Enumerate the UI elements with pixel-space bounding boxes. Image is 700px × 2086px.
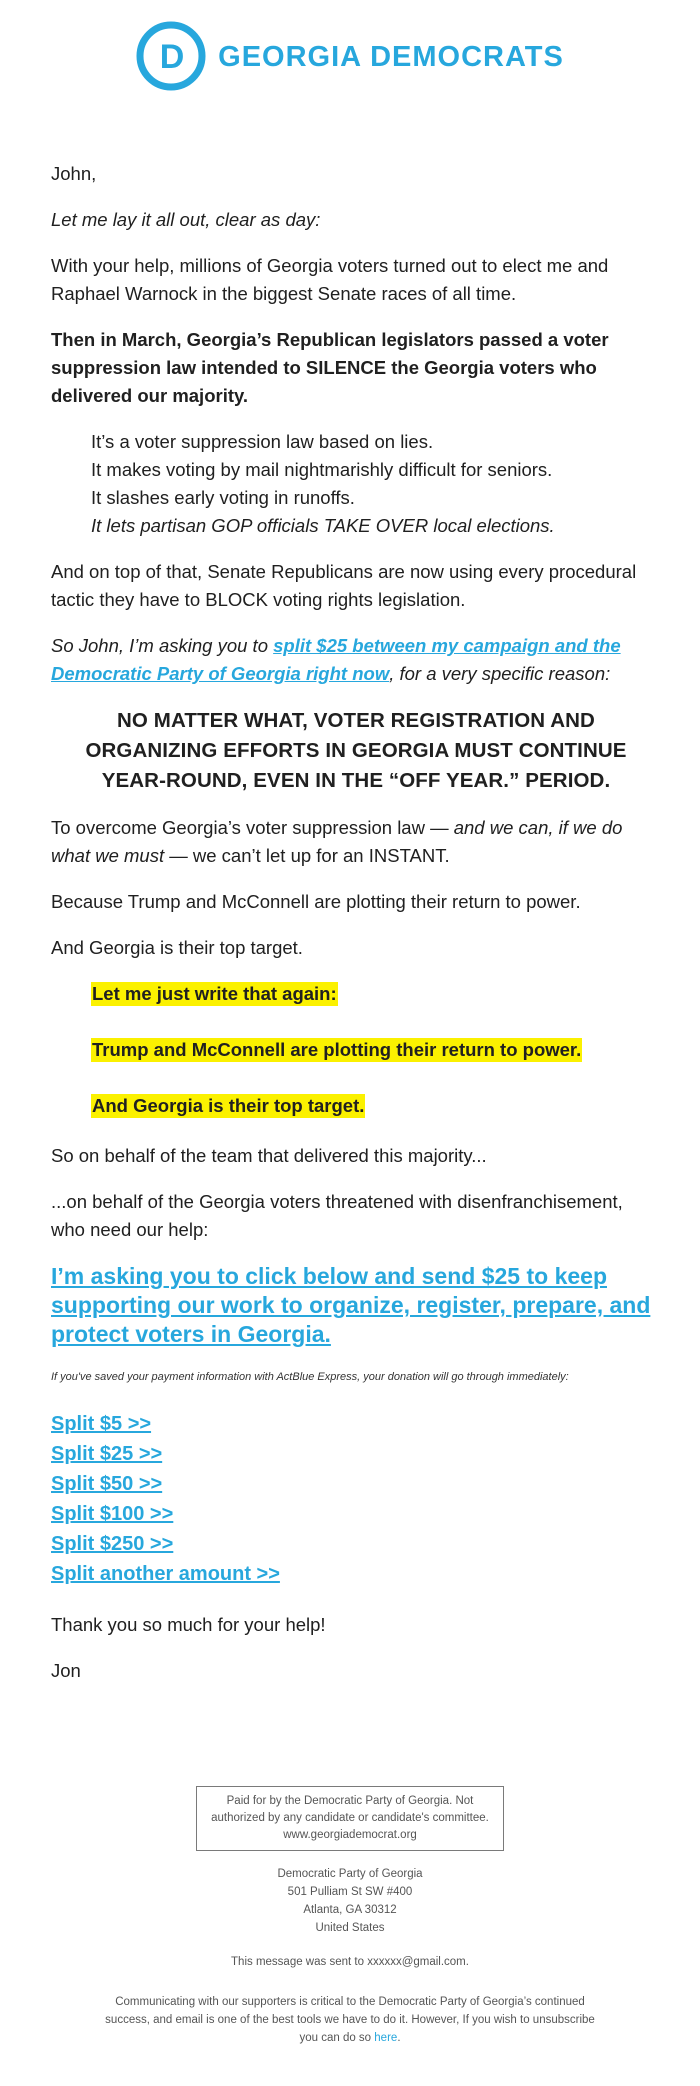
greeting: John,: [51, 163, 97, 184]
unsubscribe-notice: [100, 1993, 600, 2047]
highlight-line: And Georgia is their top target.: [92, 1095, 365, 1116]
thanks-line: Thank you so much for your help!: [51, 1614, 326, 1635]
mailing-address: [0, 1865, 700, 1937]
address-line: 501 Pulliam St SW #400: [287, 1886, 413, 1898]
paragraph-top-target: And Georgia is their top target.: [51, 937, 303, 958]
highlight-line: Trump and McConnell are plotting their return to power.: [92, 1039, 582, 1060]
recipient-email: xxxxxx@gmail.com: [367, 1956, 466, 1968]
intro-line: Let me lay it all out, clear as day:: [51, 209, 321, 230]
law-point: It lets partisan GOP officials TAKE OVER local elections.: [91, 515, 555, 536]
split-50-link[interactable]: Split $50 >>: [51, 1473, 163, 1495]
paid-for-disclaimer: Paid for by the Democratic Party of Georgia. Not authorized by any candidate or candidate's committee. www.georgiademocrat.org: [196, 1786, 504, 1851]
paragraph-overcome: [51, 814, 661, 870]
email-body: [51, 160, 661, 1703]
email-header: [0, 0, 700, 110]
unsubscribe-suffix: .: [397, 2032, 401, 2044]
address-line: United States: [315, 1922, 385, 1934]
law-point: It slashes early voting in runoffs.: [91, 487, 355, 508]
address-line: Atlanta, GA 30312: [303, 1904, 397, 1916]
overcome-prefix: To overcome Georgia’s voter suppression law —: [51, 817, 454, 838]
logo-mark-letter: D: [159, 38, 185, 76]
logo-text: GEORGIA DEMOCRATS: [218, 40, 564, 73]
sent-prefix: This message was sent to: [231, 1956, 368, 1968]
unsubscribe-link[interactable]: here: [374, 2032, 398, 2044]
georgia-democrats-logo: [136, 21, 564, 91]
democrats-d-logo-icon: [136, 21, 206, 91]
ask-suffix: , for a very specific reason:: [389, 663, 611, 684]
split-25-amount-link[interactable]: Split $25 >>: [51, 1443, 163, 1465]
actblue-express-note: If you've saved your payment information with ActBlue Express, your donation will go through immediately:: [51, 1371, 569, 1383]
signature: Jon: [51, 1660, 81, 1681]
split-other-amount-link[interactable]: Split another amount >>: [51, 1563, 280, 1585]
law-point: It’s a voter suppression law based on lies.: [91, 431, 434, 452]
split-250-link[interactable]: Split $250 >>: [51, 1533, 174, 1555]
law-points-list: [91, 428, 661, 540]
sent-suffix: .: [465, 1956, 469, 1968]
paragraph-trump-mcconnell: Because Trump and McConnell are plotting their return to power.: [51, 891, 581, 912]
email-footer: [0, 1786, 700, 2047]
donate-cta-link[interactable]: I’m asking you to click below and send $25 to keep supporting our work to organize, register, prepare, and protect voters in Georgia.: [51, 1263, 651, 1347]
paragraph-suppression-law: Then in March, Georgia’s Republican legislators passed a voter suppression law intended to SILENCE the Georgia voters who delivered our majority.: [51, 329, 609, 406]
highlight-line: Let me just write that again:: [92, 983, 337, 1004]
paragraph-behalf-voters: ...on behalf of the Georgia voters threatened with disenfranchisement, who need our help:: [51, 1191, 623, 1240]
ask-paragraph: [51, 632, 661, 688]
split-25-link[interactable]: split $25 between my campaign and the Democratic Party of Georgia right now: [51, 635, 621, 684]
split-100-link[interactable]: Split $100 >>: [51, 1503, 174, 1525]
headline-year-round: NO MATTER WHAT, VOTER REGISTRATION AND ORGANIZING EFFORTS IN GEORGIA MUST CONTINUE YEAR-ROUND, EVEN IN THE “OFF YEAR.” PERIOD.: [85, 709, 627, 792]
paragraph-help: With your help, millions of Georgia voters turned out to elect me and Raphael Warnock in the biggest Senate races of all time.: [51, 255, 609, 304]
split-5-link[interactable]: Split $5 >>: [51, 1413, 152, 1435]
overcome-suffix: — we can’t let up for an INSTANT.: [164, 845, 450, 866]
overcome-italic: and we can, if we do what we must: [51, 817, 623, 866]
address-line: Democratic Party of Georgia: [277, 1868, 423, 1880]
paragraph-senate-block: And on top of that, Senate Republicans are now using every procedural tactic they have to BLOCK voting rights legislation.: [51, 561, 637, 610]
law-point: It makes voting by mail nightmarishly difficult for seniors.: [91, 459, 553, 480]
paragraph-behalf-team: So on behalf of the team that delivered this majority...: [51, 1145, 487, 1166]
highlighted-block: [91, 980, 661, 1120]
unsubscribe-text: Communicating with our supporters is critical to the Democratic Party of Georgia’s continued success, and email is one of the best tools we have to do it. However, If you wish to unsubscribe you can do so: [105, 1996, 595, 2044]
ask-prefix: So John, I’m asking you to: [51, 635, 274, 656]
sent-to-notice: [0, 1953, 700, 1971]
donation-links-list: [51, 1409, 661, 1589]
